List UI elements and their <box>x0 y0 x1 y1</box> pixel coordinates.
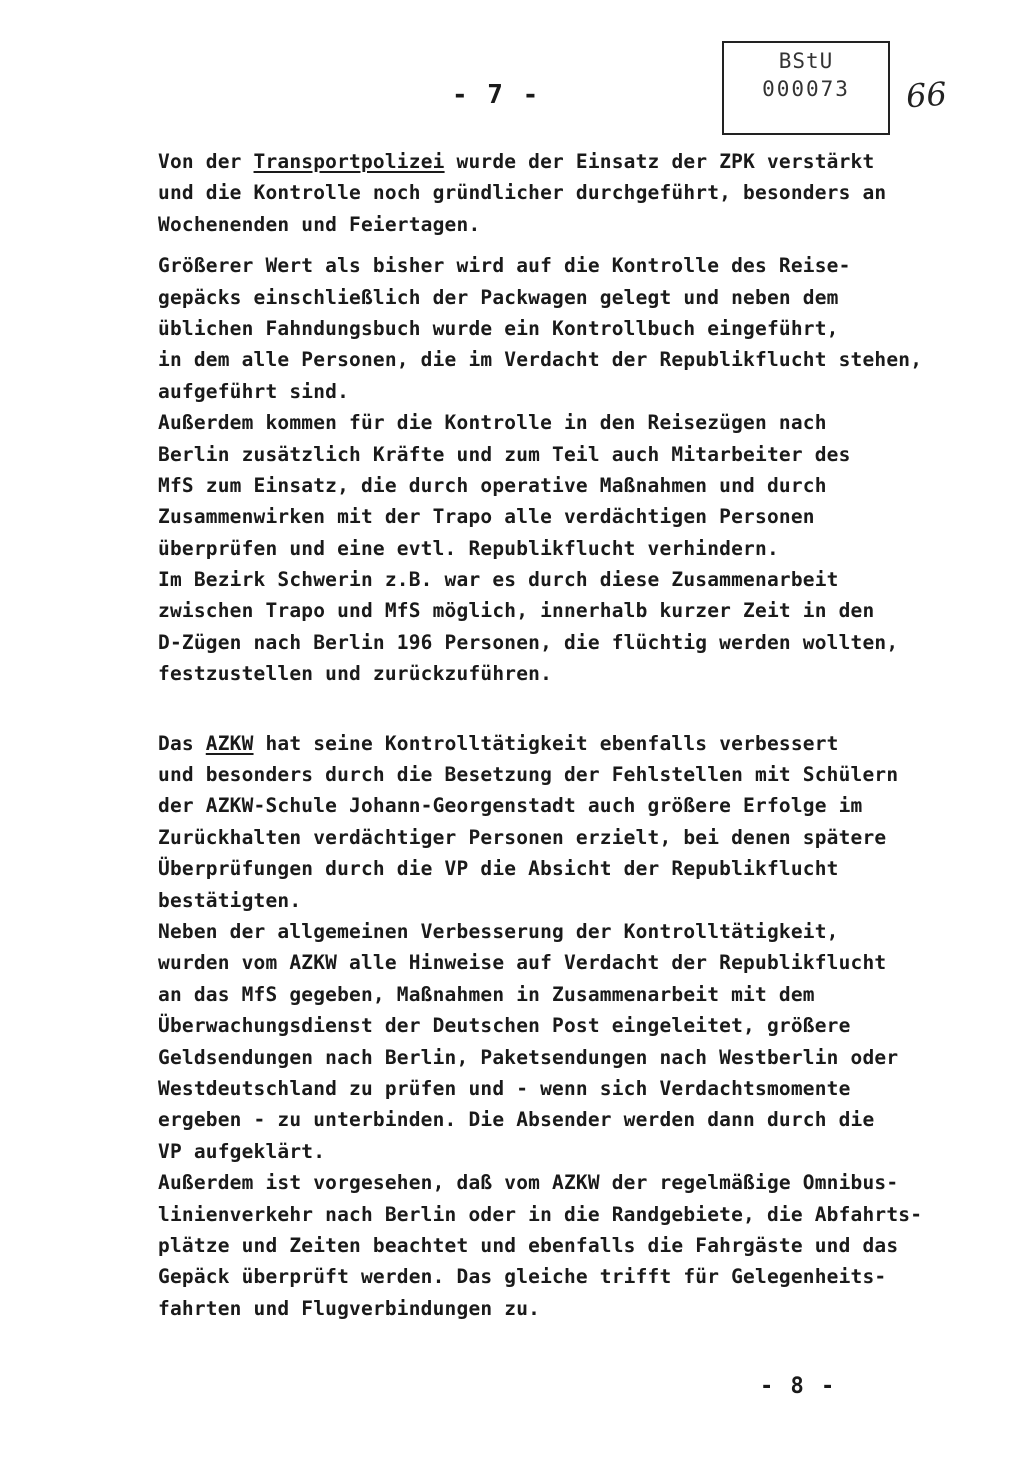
underlined-term: Transportpolizei <box>253 150 445 173</box>
text-line: linienverkehr nach Berlin oder in die Randgebiete, die Abfahrts- <box>158 1202 923 1226</box>
paragraph <box>158 728 988 1324</box>
text-line: der AZKW-Schule Johann-Georgenstadt auch größere Erfolge im <box>158 794 863 818</box>
text-line: fahrten und Flugverbindungen zu. <box>158 1296 541 1320</box>
text-line: an das MfS gegeben, Maßnahmen in Zusammenarbeit mit dem <box>158 982 815 1006</box>
archive-stamp <box>722 41 890 135</box>
text-line: Größerer Wert als bisher wird auf die Kontrolle des Reise- <box>158 254 851 278</box>
text-line: Von der Transportpolizei wurde der Einsatz der ZPK verstärkt <box>158 150 875 173</box>
text-line: bestätigten. <box>158 888 302 912</box>
text-line: Überwachungsdienst der Deutschen Post eingeleitet, größere <box>158 1014 851 1038</box>
paragraph <box>158 250 988 689</box>
text-line: Außerdem ist vorgesehen, daß vom AZKW der regelmäßige Omnibus- <box>158 1171 899 1195</box>
stamp-number: 000073 <box>762 77 850 101</box>
underlined-term: AZKW <box>205 731 254 755</box>
text-line: Berlin zusätzlich Kräfte und zum Teil auch Mitarbeiter des <box>158 442 851 466</box>
text-line: und besonders durch die Besetzung der Fehlstellen mit Schülern <box>158 763 899 787</box>
text-line: aufgeführt sind. <box>158 379 350 403</box>
text-line: Geldsendungen nach Berlin, Paketsendungen nach Westberlin oder <box>158 1045 899 1069</box>
text-line: Das AZKW hat seine Kontrolltätigkeit ebenfalls verbessert <box>158 731 839 755</box>
text-line: Überprüfungen durch die VP die Absicht der Republikflucht <box>158 857 839 881</box>
body-text <box>158 146 988 1324</box>
text-line: plätze und Zeiten beachtet und ebenfalls die Fahrgäste und das <box>158 1233 899 1257</box>
text-line: überprüfen und eine evtl. Republikflucht verhindern. <box>158 536 779 560</box>
text-line: gepäcks einschließlich der Packwagen gelegt und neben dem <box>158 285 839 309</box>
text-line: Außerdem kommen für die Kontrolle in den Reisezügen nach <box>158 411 827 435</box>
text-line: Zusammenwirken mit der Trapo alle verdächtigen Personen <box>158 505 815 529</box>
text-line: üblichen Fahndungsbuch wurde ein Kontrollbuch eingeführt, <box>158 316 839 340</box>
paragraph <box>158 146 988 240</box>
stamp-agency: BStU <box>778 49 834 73</box>
text-line: ergeben - zu unterbinden. Die Absender werden dann durch die <box>158 1108 875 1132</box>
text-line: wurden vom AZKW alle Hinweise auf Verdacht der Republikflucht <box>158 951 887 975</box>
text-line: VP aufgeklärt. <box>158 1139 326 1163</box>
text-line: MfS zum Einsatz, die durch operative Maßnahmen und durch <box>158 473 827 497</box>
text-line: Im Bezirk Schwerin z.B. war es durch diese Zusammenarbeit <box>158 568 839 592</box>
page-number: - 7 - <box>452 80 541 110</box>
handwritten-folio-number: 66 <box>904 74 948 116</box>
text-line: Gepäck überprüft werden. Das gleiche trifft für Gelegenheits- <box>158 1265 887 1289</box>
text-line: festzustellen und zurückzuführen. <box>158 662 553 686</box>
text-line: Westdeutschland zu prüfen und - wenn sich Verdachtsmomente <box>158 1076 851 1100</box>
text-line: in dem alle Personen, die im Verdacht der Republikflucht stehen, <box>158 348 923 372</box>
text-line: Neben der allgemeinen Verbesserung der Kontrolltätigkeit, <box>158 919 839 943</box>
text-line: und die Kontrolle noch gründlicher durchgeführt, besonders an <box>158 181 887 205</box>
text-line: Wochenenden und Feiertagen. <box>158 212 481 236</box>
text-line: Zurückhalten verdächtiger Personen erzielt, bei denen spätere <box>158 825 887 849</box>
text-line: D-Zügen nach Berlin 196 Personen, die flüchtig werden wollten, <box>158 630 899 654</box>
text-line: zwischen Trapo und MfS möglich, innerhalb kurzer Zeit in den <box>158 599 875 623</box>
next-page-marker: - 8 - <box>760 1374 837 1399</box>
